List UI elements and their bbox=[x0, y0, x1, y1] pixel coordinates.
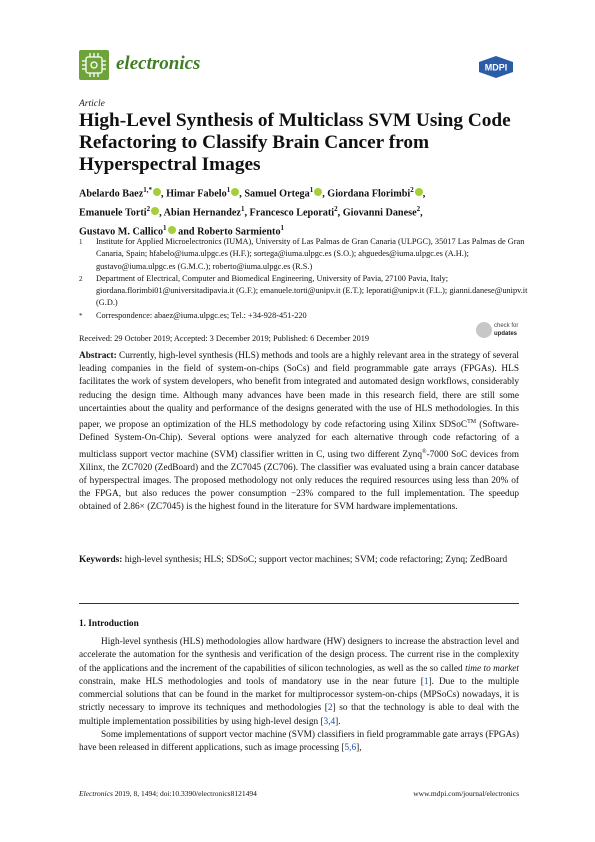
citation-link[interactable]: 2 bbox=[327, 703, 333, 714]
journal-logo-icon bbox=[79, 50, 109, 80]
check-for-updates-badge[interactable] bbox=[476, 320, 522, 342]
orcid-icon[interactable] bbox=[314, 188, 322, 196]
author-affiliation-marker: 1 bbox=[226, 186, 231, 194]
footer-doi: 2019, 8, 1494; doi:10.3390/electronics8121494 bbox=[112, 789, 257, 798]
intro-p1-em: time to market bbox=[465, 663, 519, 674]
author-affiliation-marker: 1 bbox=[309, 186, 314, 194]
mdpi-logo-icon bbox=[476, 55, 516, 79]
intro-p1-a: High-level synthesis (HLS) methodologies allow hardware (HW) designers to increase the abstraction level and accelerate the automation for the synthesis and verification of the design process. The current rise in the complexity of the applications and the increment of the capabilities of silicon technologies, as well as the so called bbox=[79, 637, 519, 674]
section-heading-introduction: 1. Introduction bbox=[79, 619, 139, 629]
abstract-text-b: (Software-Defined System-On-Chip). Several options were analyzed for each alternative through code refactoring of a multiclass support vector machine (SVM) classifier written in C, using two different Zynq bbox=[79, 420, 520, 460]
citation-link[interactable]: 5,6 bbox=[344, 743, 357, 754]
author-separator: , bbox=[322, 188, 328, 200]
intro-p1-b: constrain, make HLS methodologies and tools of mandatory use in the near future [ bbox=[79, 676, 424, 687]
author-affiliation-marker: 1 bbox=[240, 204, 245, 213]
orcid-icon[interactable] bbox=[151, 207, 159, 215]
author-name: Giordana Florimbi bbox=[327, 188, 411, 200]
orcid-icon[interactable] bbox=[153, 188, 161, 196]
received-dates: Received: 29 October 2019; Accepted: 3 December 2019; Published: 6 December 2019 bbox=[79, 334, 370, 343]
keywords bbox=[79, 554, 519, 567]
author-affiliation-marker: 2 bbox=[334, 204, 338, 213]
author-affiliation-marker: 1 bbox=[280, 223, 285, 232]
article-type: Article bbox=[79, 99, 105, 109]
citation-link[interactable]: 1 bbox=[423, 676, 429, 687]
orcid-icon[interactable] bbox=[168, 226, 176, 234]
author-name: Abelardo Baez bbox=[79, 188, 144, 200]
author-list bbox=[79, 183, 529, 239]
check-updates-line2: updates bbox=[494, 331, 518, 337]
author-separator: , bbox=[159, 207, 164, 219]
affiliation-number: 1 bbox=[79, 238, 83, 246]
affiliation-number: 2 bbox=[79, 274, 83, 283]
affiliation-item bbox=[79, 273, 529, 310]
author-separator: , bbox=[422, 188, 426, 200]
author-name: Roberto Sarmiento bbox=[197, 225, 281, 237]
intro-p2-a: Some implementations of support vector machine (SVM) classifiers in field programmable gate arrays (FPGAs) have been released in different applications, such as image processing [ bbox=[79, 730, 519, 754]
author-name: Emanuele Torti bbox=[79, 207, 147, 219]
intro-p1-d: ] so that the technology is able to deal with the multiple implementation possibilities by using high-level design [ bbox=[79, 703, 519, 727]
svg-text:MDPI: MDPI bbox=[484, 62, 508, 73]
abstract-text-a: Currently, high-level synthesis (HLS) methods and tools are a highly relevant area in the strategy of several leading companies in the field of system-on-chips (SoCs) and field programmable gate arrays (FPGAs). HLS facilitates the work of system developers, who benefit from integrated and automated design workflows, considerably reducing the design time. Although many advances have been made in this research field, there are still some uncertainties about the quality and performance of the designs generated with the use of HLS methodologies. In this paper, we propose an optimization of the HLS methodology by code refactoring using Xilinx SDSoC bbox=[79, 351, 519, 431]
keywords-label: Keywords: bbox=[79, 555, 123, 565]
author-name: Giovanni Danese bbox=[342, 207, 417, 219]
paper-title: High-Level Synthesis of Multiclass SVM Using Code Refactoring to Classify Brain Cancer from Hyperspectral Images bbox=[79, 110, 511, 175]
intro-p1-c: ]. Due to the multiple commercial solutions that can be found in the market for multiprocessor system-on-chips (MPSoCs) nowadays, it is strictly necessary to improve its techniques and methodologies [ bbox=[79, 676, 519, 714]
footer-url[interactable]: www.mdpi.com/journal/electronics bbox=[413, 789, 519, 798]
author-name: Gustavo M. Callico bbox=[79, 225, 164, 237]
author-name: Samuel Ortega bbox=[244, 188, 310, 200]
affiliation-item bbox=[79, 236, 529, 273]
author-separator: , bbox=[160, 188, 167, 200]
author-affiliation-marker: 2 bbox=[410, 186, 414, 194]
intro-p1-e: ]. bbox=[335, 716, 341, 727]
author-separator: , bbox=[337, 207, 343, 219]
intro-p2-b: ], bbox=[356, 743, 362, 754]
journal-name: electronics bbox=[116, 53, 201, 74]
section-divider bbox=[79, 603, 519, 604]
author-affiliation-marker: 2 bbox=[416, 204, 421, 213]
author-name: Himar Fabelo bbox=[166, 188, 227, 200]
affiliation-item bbox=[79, 310, 529, 322]
abstract-reg: ® bbox=[421, 448, 427, 455]
affiliation-text: Correspondence: abaez@iuma.ulpgc.es; Tel.: +34-928-451-220 bbox=[96, 310, 307, 320]
author-affiliation-marker: 1,* bbox=[143, 186, 152, 194]
orcid-icon[interactable] bbox=[415, 188, 423, 196]
citation-link[interactable]: 3,4 bbox=[323, 716, 336, 727]
check-updates-line1: check for bbox=[494, 323, 519, 329]
affiliation-text: Institute for Applied Microelectronics (IUMA), University of Las Palmas de Gran Canaria (ULPGC), 35017 Las Palmas de Gran Canaria, Spain; hfabelo@iuma.ulpgc.es (H.F.); sortega@iuma.ulpgc.es (S.O.); ahguedes@iuma.ulpgc.es (A.H.); gustavo@iuma.ulpgc.es (G.M.C.); roberto@iuma.ulpgc.es (R.S.) bbox=[96, 237, 525, 271]
abstract bbox=[79, 350, 519, 515]
author-separator: , bbox=[420, 207, 423, 219]
author-name: Francesco Leporati bbox=[249, 207, 335, 219]
keywords-text: high-level synthesis; HLS; SDSoC; support vector machines; SVM; code refactoring; Zynq; ZedBoard bbox=[122, 555, 508, 565]
author-separator: , bbox=[244, 207, 250, 219]
abstract-label: Abstract: bbox=[79, 351, 117, 361]
affiliations bbox=[79, 236, 529, 322]
footer-journal: Electronics bbox=[79, 789, 113, 798]
author-affiliation-marker: 2 bbox=[146, 204, 151, 213]
abstract-tm: TM bbox=[467, 419, 477, 426]
introduction-body bbox=[79, 636, 519, 756]
affiliation-number: * bbox=[79, 311, 83, 320]
author-separator: and bbox=[175, 225, 198, 237]
abstract-text-c: -7000 SoC devices from Xilinx, the ZC7020 (ZedBoard) and the ZC7045 (ZC706). The classifier was evaluated using a brain cancer database of hyperspectral images. The proposed methodology not only reduces the required resources using less than 20% of the FPGA, but also reduces the power consumption −23% compared to the full implementation. The speedup obtained of 2.86× (ZC7045) is the highest found in the literature for SVM hardware implementations. bbox=[79, 449, 519, 513]
author-affiliation-marker: 1 bbox=[163, 223, 167, 232]
author-name: Abian Hernandez bbox=[163, 207, 241, 219]
affiliation-text: Department of Electrical, Computer and Biomedical Engineering, University of Pavia, 27100 Pavia, Italy; giordana.florimbi01@universitadipavia.it (G.F.); emanuele.torti@unipv.it (E.T.); leporati@unipv.it (F.L.); gianni.danese@unipv.it (G.D.) bbox=[96, 273, 528, 308]
author-separator: , bbox=[239, 188, 245, 200]
check-updates-icon bbox=[476, 322, 492, 338]
intro-paragraph-2 bbox=[79, 729, 519, 756]
footer-citation bbox=[79, 789, 257, 798]
intro-paragraph-1 bbox=[79, 636, 519, 729]
